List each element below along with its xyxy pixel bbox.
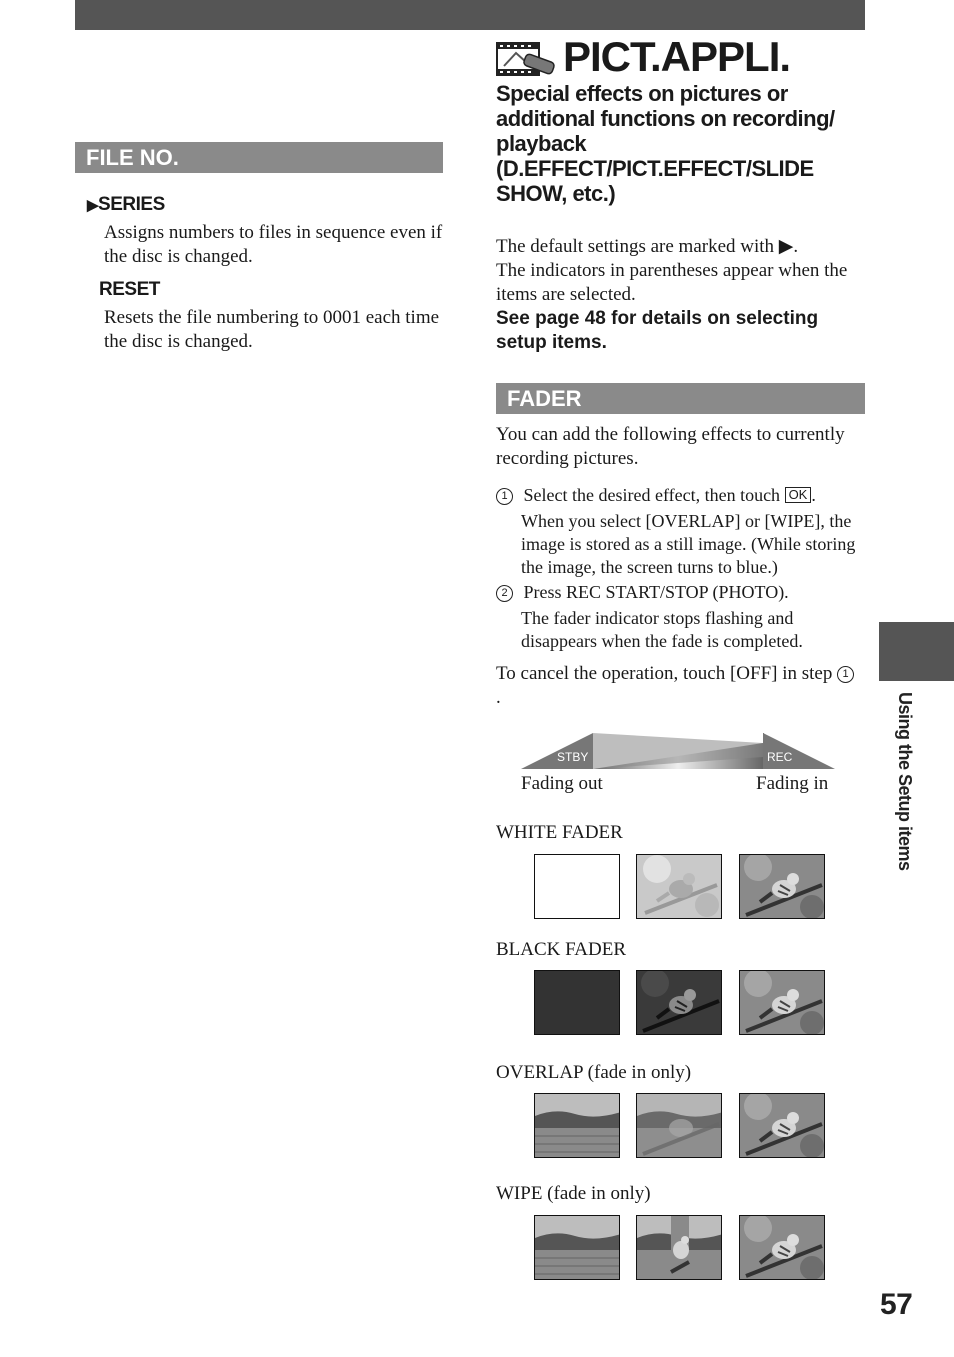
black-fader-frame-3 xyxy=(739,970,825,1035)
white-fader-frame-2 xyxy=(636,854,722,919)
see-page-note: See page 48 for details on selecting setup items. xyxy=(496,308,819,353)
rec-label: REC xyxy=(767,750,793,764)
white-fader-label: WHITE FADER xyxy=(496,822,623,843)
ok-button-glyph: OK xyxy=(785,487,812,503)
wipe-label: WIPE (fade in only) xyxy=(496,1183,651,1204)
fader-intro: You can add the following effects to currently recording pictures. xyxy=(496,424,845,469)
step-2 xyxy=(496,581,864,604)
series-label: SERIES xyxy=(98,194,165,215)
file-no-heading: FILE NO. xyxy=(75,142,443,173)
step-1-note: When you select [OVERLAP] or [WIPE], the image is stored as a still image. (While storing the image, the screen turns to blue.) xyxy=(521,511,856,577)
step-2-note: The fader indicator stops flashing and disappears when the fade is completed. xyxy=(521,608,803,651)
black-fader-label: BLACK FADER xyxy=(496,939,627,960)
step-2-number: 2 xyxy=(496,585,513,602)
reset-label: RESET xyxy=(99,279,160,300)
triangle-marker-icon: ▶ xyxy=(87,197,99,214)
series-option xyxy=(87,194,165,216)
black-fader-frame-2 xyxy=(636,970,722,1035)
triangle-marker-icon: ▶. xyxy=(778,236,799,257)
overlap-frame-2 xyxy=(636,1093,722,1158)
fader-diagram xyxy=(521,731,835,771)
step-2-text: Press REC START/STOP (PHOTO). xyxy=(523,582,789,602)
overlap-frame-1 xyxy=(534,1093,620,1158)
side-tab-marker xyxy=(879,622,954,681)
wipe-frame-2 xyxy=(636,1215,722,1280)
stby-label: STBY xyxy=(557,750,589,764)
cancel-text: To cancel the operation, touch [OFF] in step xyxy=(496,663,838,684)
reset-description: Resets the file numbering to 0001 each time the disc is changed. xyxy=(104,307,440,352)
step-1: 1 Select the desired effect, then touch OK . xyxy=(496,484,864,507)
page-number: 57 xyxy=(880,1288,913,1321)
cancel-note: To cancel the operation, touch [OFF] in step 1. xyxy=(496,662,856,710)
white-fader-frame-3 xyxy=(739,854,825,919)
film-scene-icon xyxy=(496,40,560,78)
series-description: Assigns numbers to files in sequence even if the disc is changed. xyxy=(104,222,443,267)
defaults-note xyxy=(496,235,864,307)
page-title: PICT.APPLI. xyxy=(563,33,791,80)
fader-heading: FADER xyxy=(496,383,865,414)
white-fader-frame-1 xyxy=(534,854,620,919)
wipe-frame-1 xyxy=(534,1215,620,1280)
header-bar xyxy=(75,0,865,30)
overlap-label: OVERLAP (fade in only) xyxy=(496,1062,692,1083)
wipe-frame-3 xyxy=(739,1215,825,1280)
defaults-line-2: The indicators in parentheses appear when the items are selected. xyxy=(496,260,848,305)
defaults-line-1: The default settings are marked with xyxy=(496,236,779,257)
black-fader-frame-1 xyxy=(534,970,620,1035)
step-1-text: Select the desired effect, then touch xyxy=(523,485,785,505)
section-subtitle: Special effects on pictures or additional functions on recording/ playback (D.EFFECT/PICT.EFFECT/SLIDE SHOW, etc.) xyxy=(496,81,835,206)
step-1-number: 1 xyxy=(496,488,513,505)
side-tab-label: Using the Setup items xyxy=(895,692,915,871)
cancel-step-number: 1 xyxy=(837,666,854,683)
fading-in-label: Fading in xyxy=(756,773,829,794)
overlap-frame-3 xyxy=(739,1093,825,1158)
fading-out-label: Fading out xyxy=(521,773,603,794)
